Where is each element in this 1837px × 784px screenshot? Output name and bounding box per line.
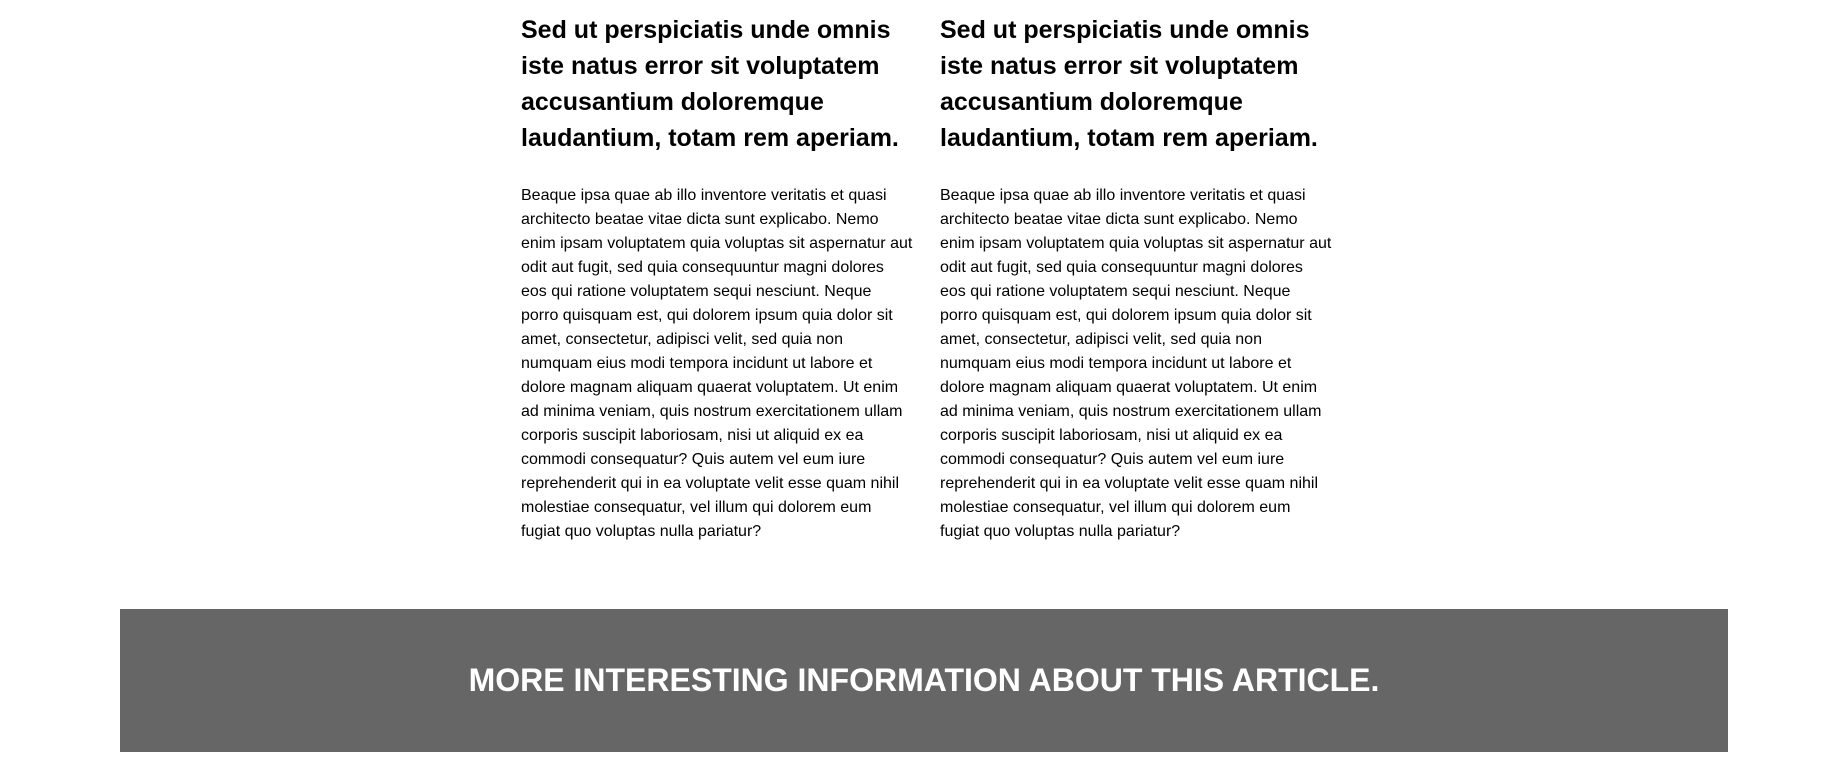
column-heading: Sed ut perspiciatis unde omnis iste natus error sit voluptatem accusantium doloremque laudantium, totam rem aperiam. <box>521 16 899 152</box>
banner-title: MORE INTERESTING INFORMATION ABOUT THIS ARTICLE. <box>468 662 1380 698</box>
column-heading: Sed ut perspiciatis unde omnis iste natus error sit voluptatem accusantium doloremque laudantium, totam rem aperiam. <box>940 16 1318 152</box>
article-column-left <box>521 12 913 544</box>
column-body-text: Beaque ipsa quae ab illo inventore veritatis et quasi architecto beatae vitae dicta sunt explicabo. Nemo enim ipsam voluptatem quia voluptas sit aspernatur aut odit aut fugit, sed quia consequuntur magni dolores eos qui ratione voluptatem sequi nesciunt. Neque porro quisquam est, qui dolorem ipsum quia dolor sit amet, consectetur, adipisci velit, sed quia non numquam eius modi tempora incidunt ut labore et dolore magnam aliquam quaerat voluptatem. Ut enim ad minima veniam, quis nostrum exercitationem ullam corporis suscipit laboriosam, nisi ut aliquid ex ea commodi consequatur? Quis autem vel eum iure reprehenderit qui in ea voluptate velit esse quam nihil molestiae consequatur, vel illum qui dolorem eum fugiat quo voluptas nulla pariatur? <box>521 187 913 540</box>
article-column-right <box>940 12 1332 544</box>
column-body-text: Beaque ipsa quae ab illo inventore veritatis et quasi architecto beatae vitae dicta sunt explicabo. Nemo enim ipsam voluptatem quia voluptas sit aspernatur aut odit aut fugit, sed quia consequuntur magni dolores eos qui ratione voluptatem sequi nesciunt. Neque porro quisquam est, qui dolorem ipsum quia dolor sit amet, consectetur, adipisci velit, sed quia non numquam eius modi tempora incidunt ut labore et dolore magnam aliquam quaerat voluptatem. Ut enim ad minima veniam, quis nostrum exercitationem ullam corporis suscipit laboriosam, nisi ut aliquid ex ea commodi consequatur? Quis autem vel eum iure reprehenderit qui in ea voluptate velit esse quam nihil molestiae consequatur, vel illum qui dolorem eum fugiat quo voluptas nulla pariatur? <box>940 187 1332 540</box>
info-banner <box>120 609 1728 752</box>
